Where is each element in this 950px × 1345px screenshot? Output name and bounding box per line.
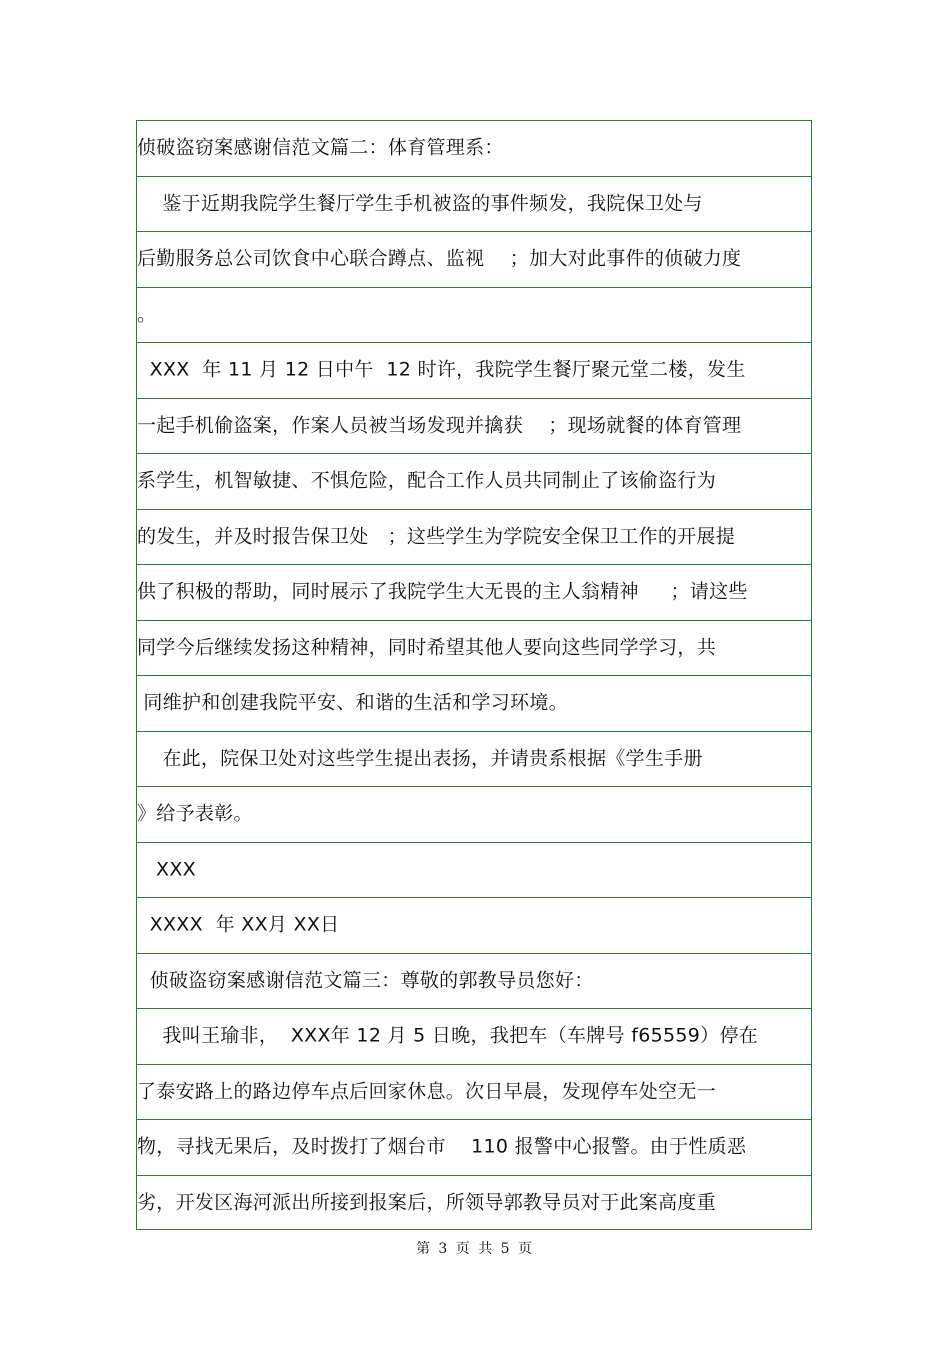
text-line: 鉴于近期我院学生餐厅学生手机被盗的事件频发，我院保卫处与 xyxy=(137,192,703,215)
text-line: 我叫王瑜非， XXX年 12 月 5 日晚，我把车（车牌号 f65559）停在 xyxy=(137,1024,759,1047)
text-line: XXX xyxy=(137,858,196,881)
text-line: 一起手机偷盗案，作案人员被当场发现并擒获 ；现场就餐的体育管理 xyxy=(137,414,742,437)
text-line: 系学生，机智敏捷、不惧危险，配合工作人员共同制止了该偷盗行为 xyxy=(137,469,717,492)
text-line: 在此，院保卫处对这些学生提出表扬，并请贵系根据《学生手册 xyxy=(137,747,703,770)
page-footer: 第 3 页 共 5 页 xyxy=(415,1241,535,1257)
text-line: 侦破盗窃案感谢信范文篇三：尊敬的郭教导员您好： xyxy=(137,969,594,992)
text-line-row xyxy=(137,177,811,233)
text-line: 后勤服务总公司饮食中心联合蹲点、监视 ；加大对此事件的侦破力度 xyxy=(137,247,742,270)
text-line-row xyxy=(137,454,811,510)
text-line-row xyxy=(137,787,811,843)
text-line-row xyxy=(137,676,811,732)
text-line: 供了积极的帮助，同时展示了我院学生大无畏的主人翁精神 ；请这些 xyxy=(137,580,748,603)
text-line-row xyxy=(137,288,811,344)
text-line-row xyxy=(137,1176,811,1232)
text-lines-box xyxy=(136,120,812,1230)
text-line: XXX 年 11 月 12 日中午 12 时许，我院学生餐厅聚元堂二楼，发生 xyxy=(137,358,746,381)
text-line: 的发生，并及时报告保卫处 ；这些学生为学院安全保卫工作的开展提 xyxy=(137,525,736,548)
text-line-row xyxy=(137,1009,811,1065)
text-line: 了泰安路上的路边停车点后回家休息。次日早晨，发现停车处空无一 xyxy=(137,1080,717,1103)
text-line-row xyxy=(137,121,811,177)
text-line: 劣，开发区海河派出所接到报案后，所领导郭教导员对于此案高度重 xyxy=(137,1191,717,1214)
text-line: 物，寻找无果后，及时拨打了烟台市 110 报警中心报警。由于性质恶 xyxy=(137,1135,747,1158)
text-line: XXXX 年 XX月 XX日 xyxy=(137,913,340,936)
text-line-row xyxy=(137,898,811,954)
text-line: 同学今后继续发扬这种精神，同时希望其他人要向这些同学学习，共 xyxy=(137,636,717,659)
text-line-row xyxy=(137,565,811,621)
text-line-row xyxy=(137,843,811,899)
text-line-row xyxy=(137,621,811,677)
text-line: 》给予表彰。 xyxy=(137,802,253,825)
text-line-row xyxy=(137,232,811,288)
text-line-row xyxy=(137,1065,811,1121)
text-line-row xyxy=(137,954,811,1010)
text-line: 侦破盗窃案感谢信范文篇二：体育管理系： xyxy=(137,136,504,159)
text-line: 。 xyxy=(137,303,157,326)
text-line-row xyxy=(137,510,811,566)
text-line-row xyxy=(137,343,811,399)
text-line-row xyxy=(137,399,811,455)
text-line: 同维护和创建我院平安、和谐的生活和学习环境。 xyxy=(137,691,568,714)
text-line-row xyxy=(137,1120,811,1176)
text-line-row xyxy=(137,732,811,788)
